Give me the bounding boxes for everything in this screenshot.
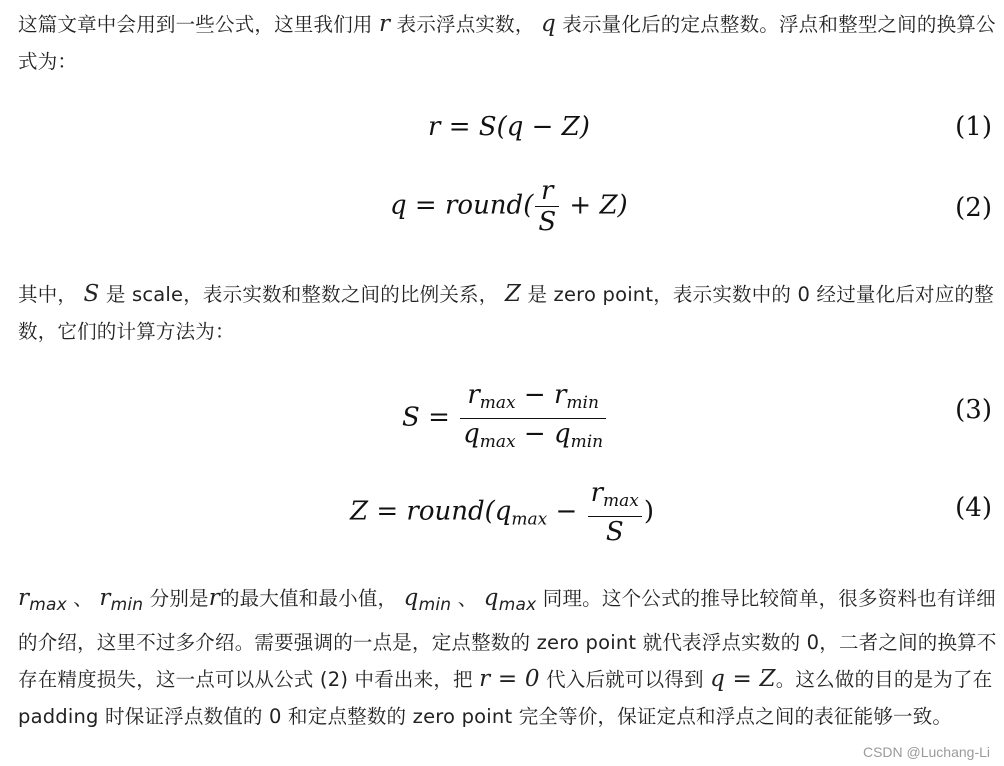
para3-text-2: 的最大值和最小值， — [219, 587, 398, 610]
eq3-num-a-sub: max — [479, 393, 516, 413]
eq4-q: q — [494, 496, 512, 527]
separator-1: 、 — [73, 587, 93, 610]
math-qmin: q — [403, 585, 419, 611]
eq4-lhs: Z — [350, 496, 369, 527]
eq3-den-minus: − — [523, 419, 546, 449]
eq4-frac-numerator — [588, 478, 642, 517]
eq3-num-a: r — [467, 380, 480, 410]
math-var-r: r — [379, 11, 391, 37]
eq4-frac-num-r: r — [590, 478, 604, 508]
math-qmin-sub: min — [418, 595, 452, 615]
intro-text-2: 表示浮点实数， — [396, 13, 535, 36]
eq3-equals: = — [428, 402, 450, 433]
eq4-frac-denominator: S — [605, 517, 624, 547]
equation-2-number: (2) — [955, 193, 992, 223]
eq3-num-minus: − — [523, 380, 546, 410]
eq3-numerator — [460, 380, 606, 419]
eq1-rhs: S(q − Z) — [478, 112, 590, 142]
equation-3 — [402, 380, 608, 457]
intro-paragraph — [18, 6, 998, 80]
eq1-lhs: r — [428, 112, 441, 142]
para3-text-4: 代入后就可以得到 — [546, 668, 704, 691]
eq4-equals: = — [376, 496, 399, 527]
para3-text-5: 。这么做的目的是为了在 padding 时保证浮点数值的 0 和定点整数的 zero point 完全等价，保证定点和浮点之间的表征能够一致。 — [18, 668, 993, 728]
para2-text-3: 是 zero point，表示实数中的 0 经过量化后对应的整数，它们的计算方法为： — [18, 283, 994, 343]
math-var-q: q — [540, 11, 556, 37]
equation-1 — [428, 112, 590, 142]
math-q-equals-z: q = Z — [710, 666, 776, 692]
para3-text-1: 分别是 — [149, 587, 209, 610]
eq2-func: round( — [444, 190, 534, 221]
math-qmax: q — [483, 585, 499, 611]
eq2-fraction — [535, 176, 559, 237]
para2-text-2: 是 scale，表示实数和整数之间的比例关系， — [105, 283, 499, 306]
math-r-equals-zero: r = 0 — [479, 666, 540, 692]
eq3-num-b: r — [553, 380, 567, 410]
eq3-fraction — [460, 380, 606, 457]
para3-text-3: 同理。这个公式的推导比较简单，很多资料也有详细的介绍，这里不过多介绍。需要强调的一点是，定点整数的 zero point 就代表浮点实数的 0，二者之间的换算不存在精度损失，这一点可以从公式 (2) 中看出来，把 — [18, 587, 997, 691]
math-var-Z: Z — [504, 281, 522, 307]
eq4-frac-num-sub: max — [603, 491, 639, 511]
eq4-func: round( — [406, 496, 495, 527]
separator-2: 、 — [457, 587, 478, 610]
eq3-den-b-sub: min — [570, 432, 604, 452]
explanation-paragraph — [18, 580, 998, 735]
math-rmin: r — [99, 585, 111, 611]
math-qmax-sub: max — [498, 595, 537, 615]
eq4-minus: − — [555, 496, 578, 527]
eq4-close-paren: ) — [643, 496, 655, 527]
eq4-fraction — [588, 478, 642, 547]
para2-text-1: 其中， — [18, 283, 78, 306]
definition-paragraph — [18, 276, 998, 350]
eq3-den-a-sub: max — [479, 432, 516, 452]
eq2-equals: = — [414, 190, 437, 221]
equation-1-number: (1) — [955, 112, 992, 142]
eq3-num-b-sub: min — [566, 393, 599, 413]
math-rmin-sub: min — [110, 595, 144, 615]
eq2-frac-numerator: r — [535, 176, 559, 207]
math-var-S: S — [83, 281, 100, 307]
eq2-lhs: q — [390, 190, 407, 221]
eq3-lhs: S — [402, 402, 420, 433]
eq1-equals: = — [448, 112, 471, 142]
intro-text-1: 这篇文章中会用到一些公式，这里我们用 — [18, 13, 373, 36]
equation-3-number: (3) — [955, 395, 992, 425]
math-rmax-sub: max — [29, 595, 67, 615]
equation-4 — [350, 478, 654, 547]
eq4-q-sub: max — [511, 509, 548, 530]
eq3-den-a: q — [463, 419, 480, 449]
eq3-denominator — [460, 419, 606, 457]
equation-2 — [390, 176, 628, 237]
csdn-watermark: CSDN @Luchang-Li — [862, 744, 990, 760]
eq3-den-b: q — [553, 419, 571, 449]
equation-4-number: (4) — [955, 493, 992, 523]
eq2-frac-denominator: S — [538, 207, 557, 237]
math-rmax: r — [18, 585, 30, 611]
intro-text-3: 表示量化后的定点整数。浮点和整型之间的换算公式为： — [18, 13, 996, 73]
eq2-tail: + Z) — [569, 190, 628, 221]
math-var-r-2: r — [208, 585, 220, 611]
